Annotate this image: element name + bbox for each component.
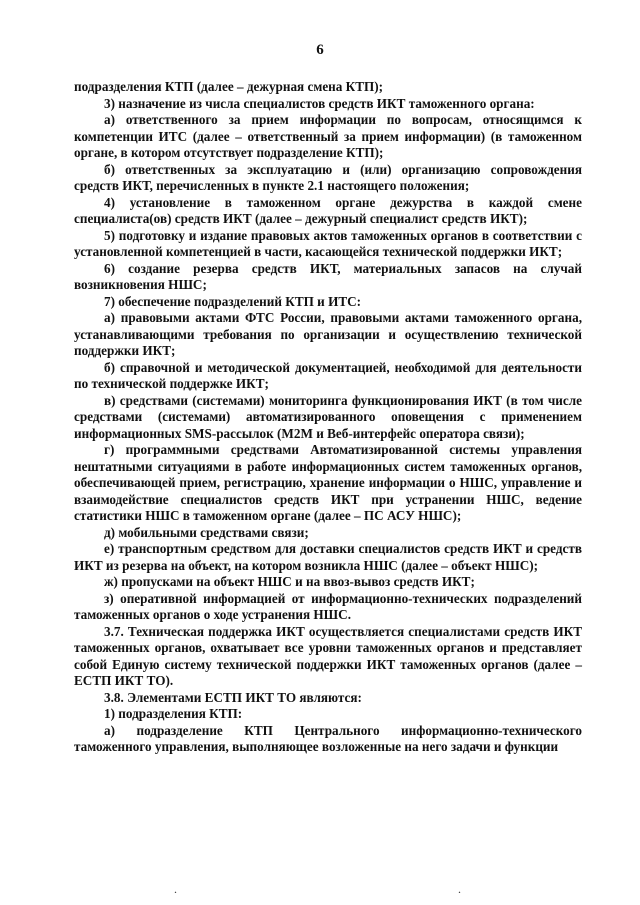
scan-speck-mark: . xyxy=(458,882,461,896)
paragraph: б) справочной и методической документацией, необходимой для деятельности по технической поддержке ИКТ; xyxy=(74,359,582,391)
paragraph: 3.7. Техническая поддержка ИКТ осуществляется специалистами средств ИКТ таможенных органов, охватывает все уровни таможенных органов и представляет собой Единую систему технической поддержки ИКТ таможенных органов (далее – ЕСТП ИКТ ТО). xyxy=(74,623,582,688)
paragraph: б) ответственных за эксплуатацию и (или) организацию сопровождения средств ИКТ, перечисленных в пункте 2.1 настоящего положения; xyxy=(74,161,582,193)
paragraph: ж) пропусками на объект НШС и на ввоз-вывоз средств ИКТ; xyxy=(104,574,475,589)
paragraph: подразделения КТП (далее – дежурная смена КТП); xyxy=(74,79,384,94)
paragraph: д) мобильными средствами связи; xyxy=(104,524,309,540)
paragraph: в) средствами (системами) мониторинга функционирования ИКТ (в том числе средствами (системами) автоматизированного оповещения с применением информационных SMS-рассылок (M2M и Веб-интерфейс оператора связи); xyxy=(74,392,582,441)
scan-speck-mark: . xyxy=(174,882,177,896)
paragraph: 1) подразделения КТП: xyxy=(104,706,243,721)
paragraph: а) подразделение КТП Центрального информационно-технического таможенного управления, выполняющее возложенные на него задачи и функции xyxy=(74,722,582,754)
paragraph: е) транспортным средством для доставки специалистов средств ИКТ и средств ИКТ из резерва на объект, на котором возникла НШС (далее – объект НШС); xyxy=(74,541,582,573)
paragraph: 6) создание резерва средств ИКТ, материальных запасов на случай возникновения НШС; xyxy=(74,260,582,292)
paragraph: 3) назначение из числа специалистов средств ИКТ таможенного органа: xyxy=(104,95,535,111)
paragraph: 7) обеспечение подразделений КТП и ИТС: xyxy=(104,293,362,309)
paragraph: а) правовыми актами ФТС России, правовыми актами таможенного органа, устанавливающими требования по организации и осуществлению технической поддержки ИКТ; xyxy=(74,310,582,358)
paragraph: з) оперативной информацией от информационно-технических подразделений таможенных органов о ходе устранения НШС. xyxy=(74,590,582,622)
paragraph: г) программными средствами Автоматизированной системы управления нештатными ситуациями в работе информационных систем таможенных органов, обеспечивающей прием, регистрацию, хранение информации о НШС, управление и взаимодействие специалистов средств ИКТ при устранении НШС, ведение статистики НШС в таможенном органе (далее – ПС АСУ НШС); xyxy=(74,442,582,523)
paragraph: 5) подготовку и издание правовых актов таможенных органов в соответствии с установленной компетенцией в части, касающейся технической поддержки ИКТ; xyxy=(74,227,582,259)
document-body xyxy=(74,79,582,756)
page-number: 6 xyxy=(316,42,324,58)
paragraph: 3.8. Элементами ЕСТП ИКТ ТО являются: xyxy=(104,689,362,705)
paragraph: а) ответственного за прием информации по вопросам, относящимся к компетенции ИТС (далее – ответственный за прием информации) (в таможенном органе, в котором отсутствует подразделение КТП); xyxy=(74,112,582,160)
paragraph: 4) установление в таможенном органе дежурства в каждой смене специалиста(ов) средств ИКТ (далее – дежурный специалист средств ИКТ); xyxy=(74,194,582,226)
